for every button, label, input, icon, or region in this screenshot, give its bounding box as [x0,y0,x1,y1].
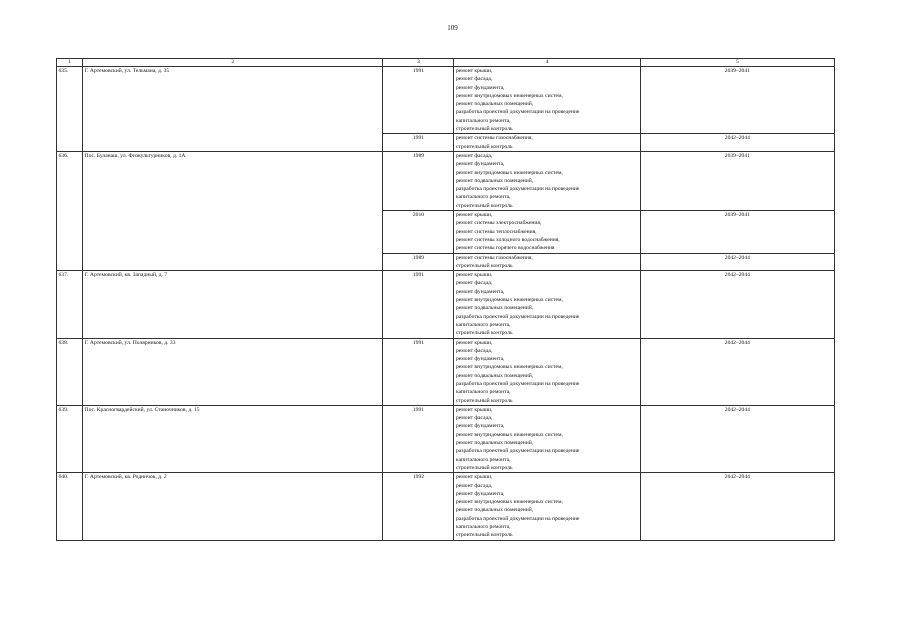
row-number: 638. [57,338,83,405]
work-item: ремонт крыши, [455,406,493,413]
work-item: капитального ремонта, [455,117,511,124]
year-cell: 1991 [383,405,454,472]
works-cell [454,67,640,134]
works-cell [454,151,640,210]
work-item: ремонт внутридомовых инженерных систем, [455,499,563,506]
works-cell [454,211,640,253]
table-row [57,151,835,210]
row-number: 640. [57,473,83,540]
address-cell: Пос. Буланаш, ул. Физкультурников, д. 1А [83,151,383,270]
column-header-2: 2 [83,59,383,67]
column-header-3: 3 [383,59,454,67]
work-item: ремонт системы теплоснабжения, [455,228,537,235]
work-item: строительный контроль [455,464,513,471]
work-item: ремонт подвальных помещений, [455,177,534,184]
work-item: капитального ремонта, [455,321,511,328]
year-cell: 1991 [383,67,454,134]
work-item: ремонт крыши, [455,474,493,481]
header-row [57,59,835,67]
work-item: ремонт внутридомовых инженерных систем, [455,364,563,371]
repair-schedule-table [56,58,835,541]
column-header-4: 4 [454,59,640,67]
works-cell [454,338,640,405]
work-item: ремонт фасада, [455,76,493,83]
column-header-5: 5 [640,59,834,67]
year-cell: 1991 [383,134,454,152]
row-number: 635. [57,67,83,152]
year-cell: 1992 [383,473,454,540]
works-cell [454,473,640,540]
year-cell: 1989 [383,151,454,210]
work-item: ремонт фундамента, [455,423,505,430]
period-cell: 2039–2041 [640,67,834,134]
work-item: разработка проектной документации на проведение [455,515,580,522]
table-row [57,405,835,472]
work-item: разработка проектной документации на проведение [455,313,580,320]
work-item: ремонт подвальных помещений, [455,440,534,447]
work-item: разработка проектной документации на проведение [455,109,580,116]
address-cell: Г. Артемовский, ул. Полярников, д. 33 [83,338,383,405]
table-body [57,67,835,541]
work-item: ремонт системы газоснабжения, [455,254,533,261]
work-item: ремонт системы электроснабжения, [455,220,542,227]
year-cell: 1989 [383,253,454,271]
work-item: строительный контроль [455,262,513,269]
work-item: ремонт фасада, [455,152,493,159]
row-number: 636. [57,151,83,270]
period-cell: 2042–2044 [640,473,834,540]
work-item: ремонт подвальных помещений, [455,101,534,108]
work-item: ремонт фундамента, [455,490,505,497]
work-item: ремонт фундамента, [455,356,505,363]
work-item: ремонт фундамента, [455,84,505,91]
work-item: ремонт фасада, [455,482,493,489]
period-cell: 2042–2044 [640,134,834,152]
period-cell: 2042–2044 [640,271,834,338]
work-item: строительный контроль [455,532,513,539]
work-item: разработка проектной документации на проведение [455,380,580,387]
work-item: строительный контроль [455,202,513,209]
work-item: ремонт системы горячего водоснабжения [455,245,555,252]
address-cell: Г. Артемовский, кв. Западный, д. 7 [83,271,383,338]
page-number: 109 [447,24,458,32]
works-cell [454,271,640,338]
work-item: ремонт крыши, [455,339,493,346]
work-item: капитального ремонта, [455,524,511,531]
table-row [57,473,835,540]
row-number: 639. [57,405,83,472]
work-item: ремонт подвальных помещений, [455,507,534,514]
work-item: ремонт фундамента, [455,288,505,295]
work-item: разработка проектной документации на проведение [455,448,580,455]
work-item: ремонт системы холодного водоснабжения, [455,236,560,243]
period-cell: 2039–2041 [640,151,834,210]
work-item: капитального ремонта, [455,194,511,201]
table-row [57,271,835,338]
work-item: ремонт системы газоснабжения, [455,135,533,142]
address-cell: Г. Артемовский, ул. Тельмана, д. 35 [83,67,383,152]
period-cell: 2042–2044 [640,253,834,271]
table-row [57,338,835,405]
work-item: строительный контроль [455,126,513,133]
work-item: ремонт внутридомовых инженерных систем, [455,92,563,99]
work-item: ремонт фасада, [455,415,493,422]
work-item: ремонт подвальных помещений, [455,305,534,312]
period-cell: 2042–2044 [640,405,834,472]
year-cell: 1991 [383,271,454,338]
work-item: строительный контроль [455,397,513,404]
work-item: ремонт крыши, [455,212,493,219]
work-item: ремонт крыши, [455,68,493,74]
year-cell: 1991 [383,338,454,405]
work-item: ремонт подвальных помещений, [455,372,534,379]
work-item: ремонт крыши, [455,272,493,279]
year-cell: 2010 [383,211,454,253]
work-item: разработка проектной документации на проведение [455,186,580,193]
address-cell: Г. Артемовский, кв. Родничок, д. 2 [83,473,383,540]
work-item: ремонт фундамента, [455,161,505,168]
address-cell: Пос. Красногвардейский, ул. Станочников, д. 15 [83,405,383,472]
period-cell: 2039–2041 [640,211,834,253]
works-cell [454,405,640,472]
works-cell [454,134,640,152]
work-item: капитального ремонта, [455,456,511,463]
work-item: капитального ремонта, [455,389,511,396]
row-number: 637. [57,271,83,338]
works-cell [454,253,640,271]
work-item: ремонт фасада, [455,347,493,354]
work-item: ремонт внутридомовых инженерных систем, [455,169,563,176]
work-item: строительный контроль [455,330,513,337]
work-item: ремонт фасада, [455,280,493,287]
column-header-1: 1 [57,59,83,67]
period-cell: 2042–2044 [640,338,834,405]
work-item: строительный контроль [455,143,513,150]
table-row [57,67,835,134]
work-item: ремонт внутридомовых инженерных систем, [455,297,563,304]
work-item: ремонт внутридомовых инженерных систем, [455,431,563,438]
